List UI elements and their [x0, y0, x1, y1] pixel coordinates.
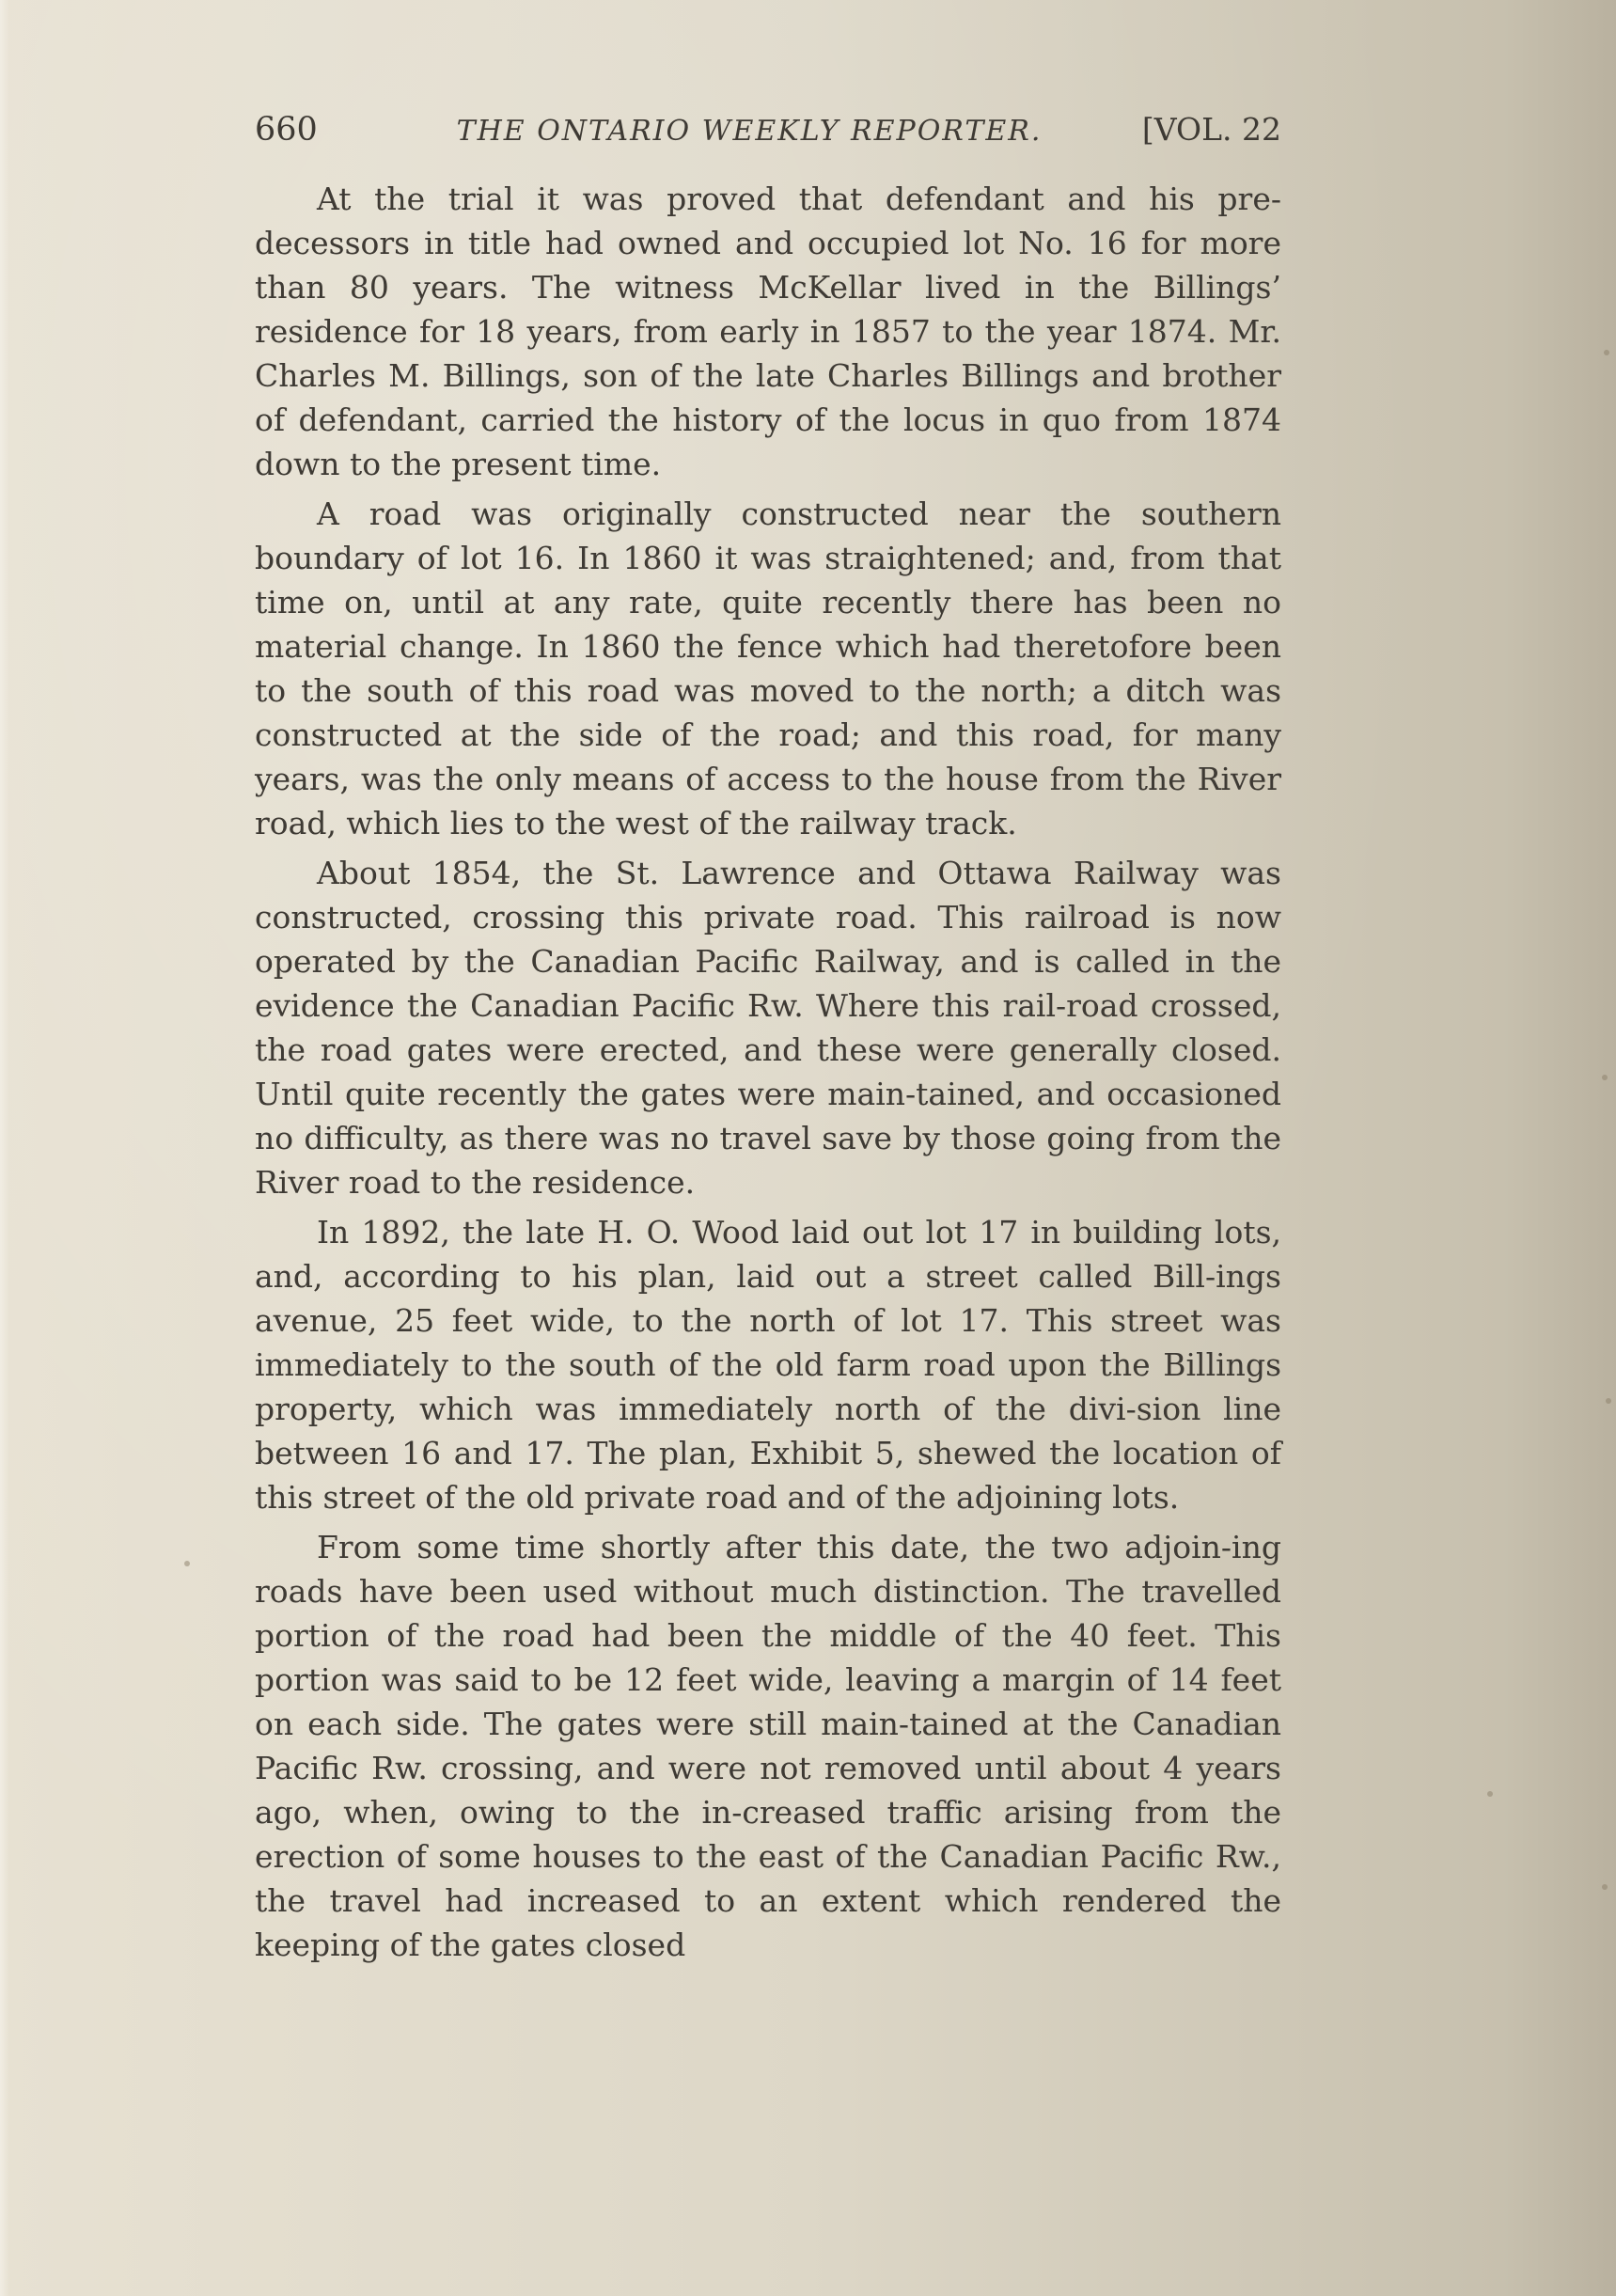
paper-speck [1487, 1791, 1493, 1797]
paper-speck [1602, 1884, 1608, 1890]
volume-label: [VOL. 22 [1141, 111, 1281, 148]
page-text-block [255, 111, 1281, 1973]
paragraph-3: About 1854, the St. Lawrence and Ottawa Railway was constructed, crossing this private road. This railroad is now operated by the Canadian Pacific Railway, and is called in the evidence the Canadian Pacific Rw. Where this rail-road crossed, the road gates were erected, and these were generally closed. Until quite recently the gates were main-tained, and occasioned no difficulty, as there was no travel save by those going from the River road to the residence. [255, 855, 1281, 1201]
page-edge-shadow [0, 0, 9, 2296]
paper-speck [1606, 1398, 1611, 1404]
paragraph-4: In 1892, the late H. O. Wood laid out lot 17 in building lots, and, according to his plan, laid out a street called Bill-ings avenue, 25 feet wide, to the north of lot 17. This street was immediately to the south of the old farm road upon the Billings property, which was immediately north of the divi-sion line between 16 and 17. The plan, Exhibit 5, shewed the location of this street of the old private road and of the adjoining lots. [255, 1214, 1281, 1516]
journal-title: THE ONTARIO WEEKLY REPORTER. [456, 115, 1043, 148]
paper-speck [184, 1561, 190, 1566]
paper-speck [1604, 350, 1609, 355]
page-number: 660 [255, 111, 318, 149]
paragraph-5: From some time shortly after this date, the two adjoin-ing roads have been used without much distinction. The travelled portion of the road had been the middle of the 40 feet. This portion was said to be 12 feet wide, leaving a margin of 14 feet on each side. The gates were still main-tained at the Canadian Pacific Rw. crossing, and were not removed until about 4 years ago, when, owing to the in-creased traffic arising from the erection of some houses to the east of the Canadian Pacific Rw., the travel had increased to an extent which rendered the keeping of the gates closed [255, 1529, 1281, 1963]
running-head [255, 111, 1281, 177]
paper-speck [1602, 1075, 1608, 1080]
paragraph-1: At the trial it was proved that defendant and his pre-decessors in title had owned and occupied lot No. 16 for more than 80 years. The witness McKellar lived in the Billings’ residence for 18 years, from early in 1857 to the year 1874. Mr. Charles M. Billings, son of the late Charles Billings and brother of defendant, carried the history of the locus in quo from 1874 down to the present time. [255, 181, 1281, 482]
paragraph-2: A road was originally constructed near the southern boundary of lot 16. In 1860 it was straightened; and, from that time on, until at any rate, quite recently there has been no material change. In 1860 the fence which had theretofore been to the south of this road was moved to the north; a ditch was constructed at the side of the road; and this road, for many years, was the only means of access to the house from the River road, which lies to the west of the railway track. [255, 495, 1281, 841]
